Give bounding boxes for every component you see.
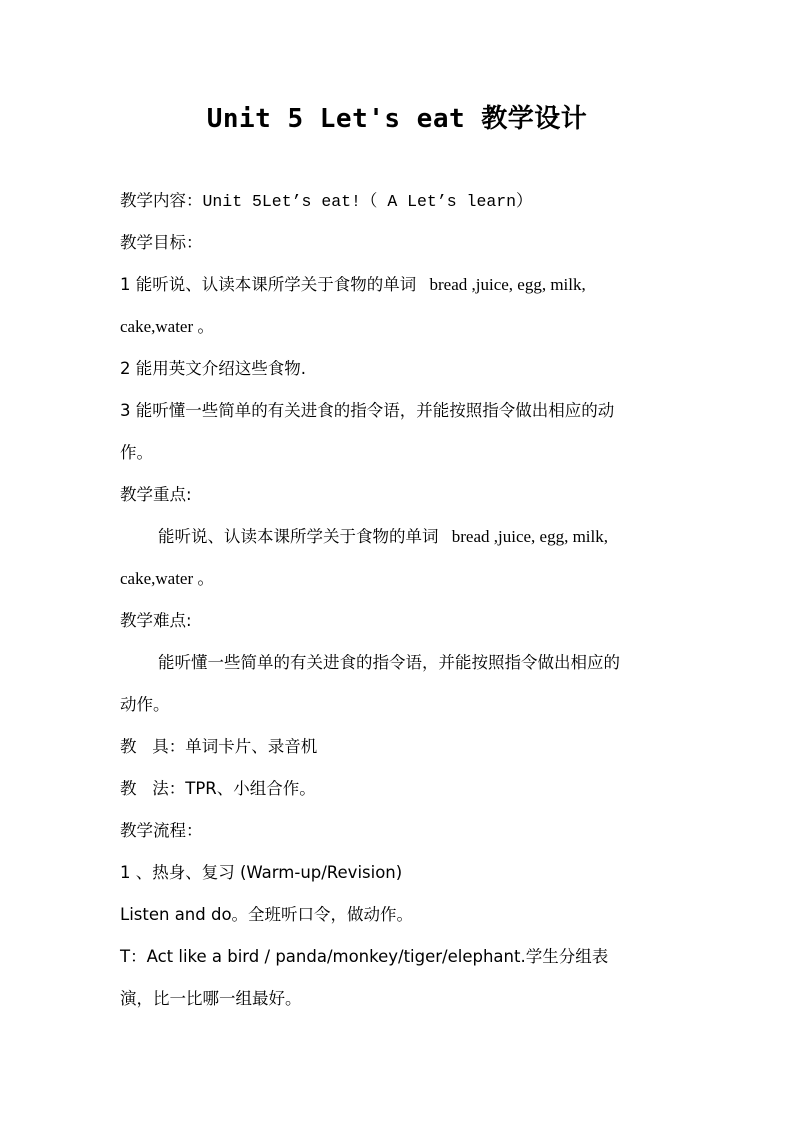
content-label: 教学内容： bbox=[120, 191, 203, 210]
process-step-1: 1 、热身、复习 (Warm-up/Revision) bbox=[120, 863, 403, 882]
objective-1-continued: cake,water 。 bbox=[120, 317, 215, 336]
content-line bbox=[120, 190, 533, 213]
process-step-1-line-3: 演，比一比哪一组最好。 bbox=[120, 989, 302, 1008]
key-points-cn: 能听说、认读本课所学关于食物的单词 bbox=[158, 527, 439, 546]
tools-label: 教 具： bbox=[120, 737, 186, 756]
key-points-en: bread ,juice, egg, milk, bbox=[451, 527, 609, 546]
content-text: Unit 5Let’s eat!（ A Let’s learn） bbox=[202, 192, 533, 211]
process-step-1-line-2: T：Act like a bird / panda/monkey/tiger/elephant.学生分组表 bbox=[120, 947, 609, 966]
objective-1-en: bread ,juice, egg, milk, bbox=[429, 275, 586, 294]
objective-1-cn: 1 能听说、认读本课所学关于食物的单词 bbox=[120, 275, 417, 294]
key-points-text bbox=[158, 526, 608, 548]
objective-2: 2 能用英文介绍这些食物. bbox=[120, 359, 306, 378]
difficulties-text: 能听懂一些简单的有关进食的指令语，并能按照指令做出相应的 bbox=[158, 653, 620, 672]
difficulties-continued: 动作。 bbox=[120, 695, 170, 714]
objective-3-continued: 作。 bbox=[120, 443, 153, 462]
objectives-label: 教学目标： bbox=[120, 233, 203, 252]
objective-3: 3 能听懂一些简单的有关进食的指令语，并能按照指令做出相应的动 bbox=[120, 401, 615, 420]
tools-line bbox=[120, 736, 317, 758]
key-points-label: 教学重点: bbox=[120, 485, 192, 504]
key-points-continued: cake,water 。 bbox=[120, 569, 215, 588]
tools-text: 单词卡片、录音机 bbox=[185, 737, 318, 756]
document-title: Unit 5 Let's eat 教学设计 bbox=[206, 104, 588, 134]
objective-1 bbox=[120, 274, 586, 296]
method-text: TPR、小组合作。 bbox=[185, 779, 316, 798]
process-step-1-line-1: Listen and do。全班听口令，做动作。 bbox=[120, 905, 414, 924]
process-label: 教学流程： bbox=[120, 821, 203, 840]
method-line bbox=[120, 778, 316, 800]
difficulties-label: 教学难点: bbox=[120, 611, 192, 630]
method-label: 教 法： bbox=[120, 779, 186, 798]
